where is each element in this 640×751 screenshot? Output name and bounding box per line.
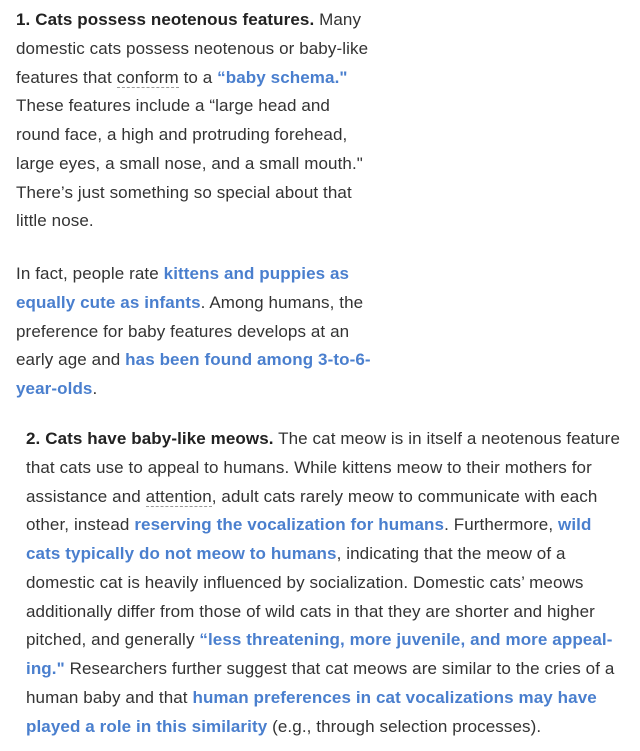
paragraph-text: Researchers further suggest that cat meows are similar to the cries of a human baby and that [26, 659, 615, 707]
paragraph-text: . Among humans, the preference for baby features develops at an early age and [16, 292, 364, 370]
paragraph-text: In fact, people rate [16, 264, 164, 283]
link-human-preferences[interactable]: human preferences in cat vocalizations may have played a role in this similarity [26, 687, 597, 736]
link-found-among-children[interactable]: has been found among 3-to-6-year-olds [16, 350, 371, 398]
paragraph-cute-ratings [16, 260, 376, 404]
section-heading-2: 2. Cats have baby-like meows. [26, 429, 274, 448]
section-heading-1: 1. Cats possess neotenous features. [16, 10, 315, 29]
paragraph-text: These features include a “large head and round face, a high and protruding forehead, large eyes, a small nose, and a small mouth." There’s just something so special about that little nose. [16, 96, 363, 231]
paragraph-text: Many domestic cats possess neotenous or baby-like features that [16, 10, 369, 87]
paragraph-neotenous-features [16, 6, 376, 236]
paragraph-baby-like-meows [26, 425, 626, 741]
paragraph-text: . Furthermore, [444, 515, 559, 535]
link-wild-cats[interactable]: wild cats typically do not meow to humans [26, 515, 592, 563]
link-baby-schema[interactable]: “baby schema." [217, 67, 348, 87]
link-kittens-puppies-infants[interactable]: kittens and puppies as equally cute as infants [16, 264, 350, 312]
paragraph-text: to a [178, 67, 218, 87]
paragraph-text: (e.g., through selection processes). [267, 716, 542, 736]
paragraph-text: . [92, 379, 98, 398]
link-less-threatening[interactable]: “less threatening, more juvenile, and more appealing." [26, 630, 613, 678]
paragraph-text: , indicating that the meow of a domestic cat is heavily influenced by socialization. Domestic cats’ meows additionally differ from those of wild cats in that they are shorter and higher pitched, and generally [26, 544, 595, 650]
glossary-term-attention[interactable]: attention [145, 486, 212, 506]
glossary-term-conform[interactable]: conform [116, 67, 179, 87]
link-reserving-vocalization[interactable]: reserving the vocalization for humans [134, 515, 445, 535]
paragraph-text: , adult cats rarely meow to communicate with each other, instead [26, 486, 598, 535]
paragraph-text: The cat meow is in itself a neotenous feature that cats use to appeal to humans. While kittens meow to their mothers for assistance and [26, 429, 620, 506]
